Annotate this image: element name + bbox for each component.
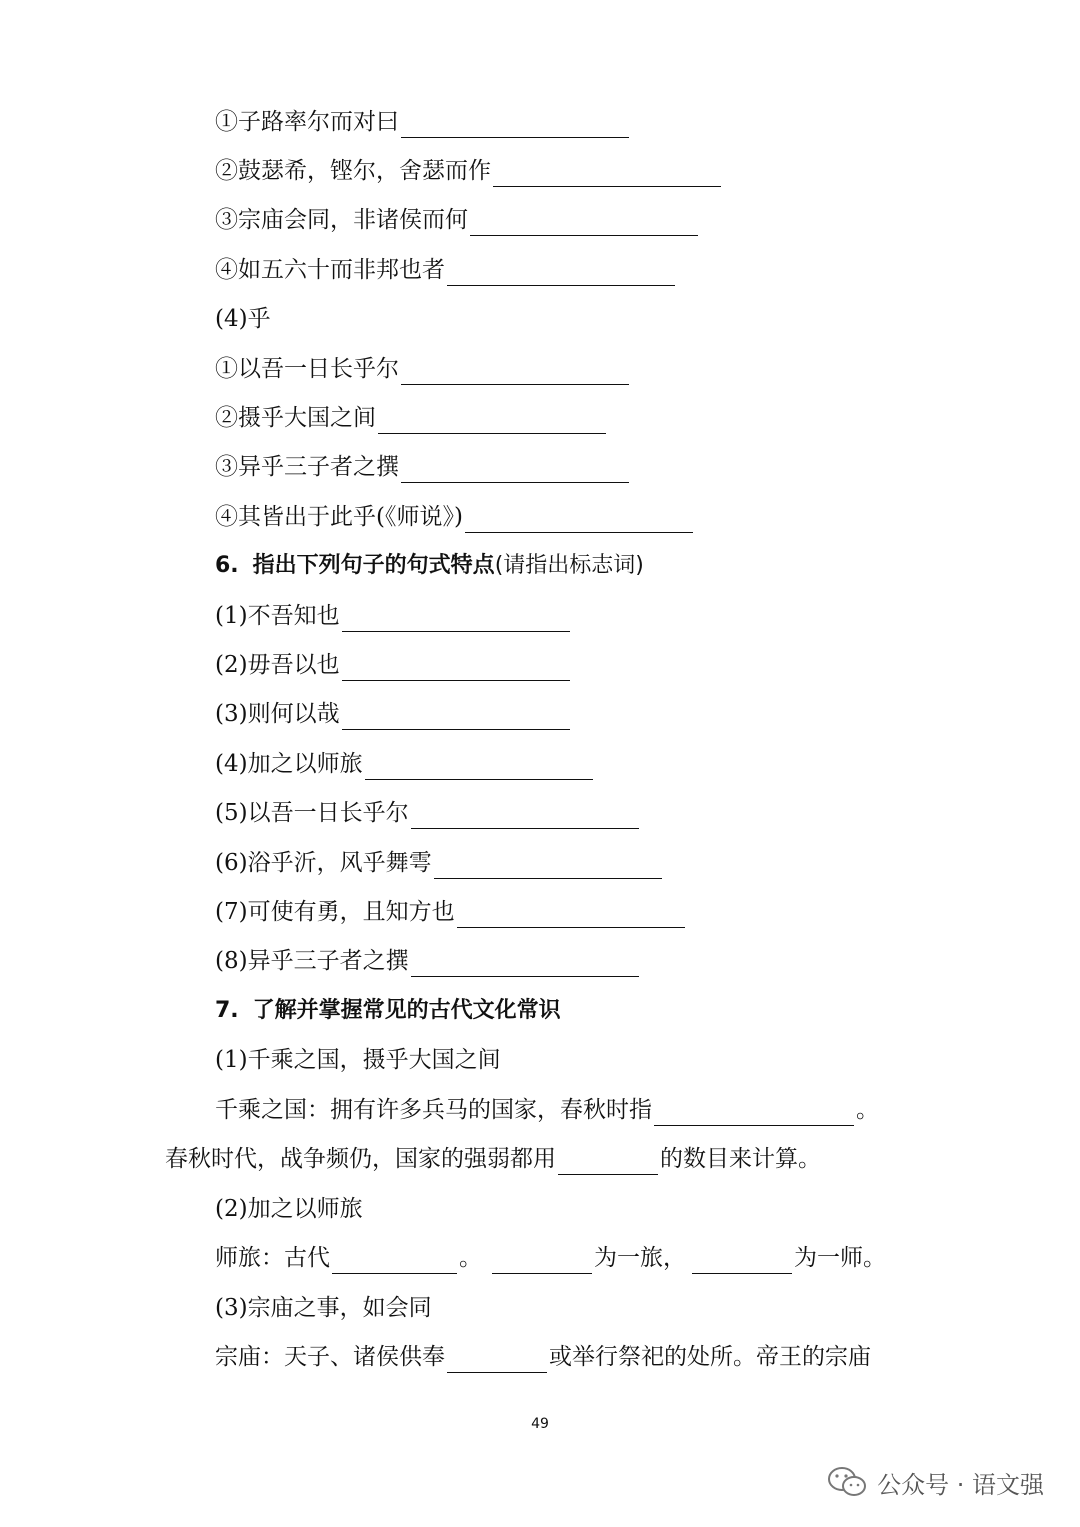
answer-blank[interactable] — [465, 502, 693, 533]
answer-blank[interactable] — [692, 1243, 792, 1274]
explanation-text: 宗庙：天子、诸侯供奉 — [215, 1344, 445, 1370]
answer-blank[interactable] — [558, 1144, 658, 1175]
answer-blank[interactable] — [401, 452, 629, 483]
sentence-3 — [215, 694, 572, 734]
culture-item-1-explanation-cont — [165, 1139, 821, 1179]
subsection-label: (4)乎 — [215, 306, 271, 332]
sentence-8 — [215, 941, 641, 981]
item-3-1 — [215, 102, 631, 142]
answer-blank[interactable] — [492, 1243, 592, 1274]
sentence-6 — [215, 843, 664, 883]
item-4-2 — [215, 398, 608, 438]
explanation-text: 师旅：古代 — [215, 1245, 330, 1271]
explanation-text: 春秋时代，战争频仍，国家的强弱都用 — [165, 1146, 556, 1172]
item-text: (6)浴乎沂，风乎舞雩 — [215, 850, 432, 876]
answer-blank[interactable] — [447, 1342, 547, 1373]
answer-blank[interactable] — [411, 798, 639, 829]
question-6-heading — [215, 546, 644, 586]
item-3-2 — [215, 151, 723, 191]
answer-blank[interactable] — [342, 650, 570, 681]
sentence-4 — [215, 744, 595, 784]
answer-blank[interactable] — [493, 156, 721, 187]
item-text: (7)可使有勇，且知方也 — [215, 899, 455, 925]
item-text: (1)不吾知也 — [215, 603, 340, 629]
answer-blank[interactable] — [457, 897, 685, 928]
item-text: (5)以吾一日长乎尔 — [215, 800, 409, 826]
item-text: (3)宗庙之事，如会同 — [215, 1295, 432, 1321]
answer-blank[interactable] — [378, 403, 606, 434]
explanation-text: 为一旅， — [594, 1245, 686, 1271]
page-number: 49 — [531, 1416, 549, 1432]
item-text: (2)加之以师旅 — [215, 1196, 363, 1222]
item-text: (2)毋吾以也 — [215, 652, 340, 678]
answer-blank[interactable] — [434, 848, 662, 879]
item-text: ①子路率尔而对曰 — [215, 109, 399, 135]
explanation-text: 为一师。 — [794, 1245, 886, 1271]
item-text: ②摄乎大国之间 — [215, 405, 376, 431]
watermark — [827, 1462, 1044, 1502]
question-note: (请指出标志词) — [494, 553, 644, 578]
wechat-icon — [827, 1466, 867, 1498]
item-text: (4)加之以师旅 — [215, 751, 363, 777]
item-text: ③宗庙会同，非诸侯而何 — [215, 207, 468, 233]
answer-blank[interactable] — [332, 1243, 457, 1274]
sentence-5 — [215, 793, 641, 833]
culture-item-2-explanation — [215, 1238, 886, 1278]
answer-blank[interactable] — [470, 205, 698, 236]
culture-item-2 — [215, 1189, 363, 1229]
culture-item-1-explanation — [215, 1090, 879, 1130]
explanation-text: 。 — [856, 1097, 879, 1123]
answer-blank[interactable] — [342, 601, 570, 632]
item-4-4 — [215, 497, 695, 537]
sentence-7 — [215, 892, 687, 932]
item-text: (1)千乘之国，摄乎大国之间 — [215, 1047, 501, 1073]
item-3-4 — [215, 250, 677, 290]
item-text: ④其皆出于此乎(《师说》) — [215, 504, 463, 530]
question-number: 6. — [215, 553, 239, 578]
question-number: 7. — [215, 998, 239, 1023]
question-7-heading — [215, 991, 561, 1031]
explanation-text: 或举行祭祀的处所。帝王的宗庙 — [549, 1344, 871, 1370]
subsection-4-heading — [215, 299, 271, 339]
answer-blank[interactable] — [654, 1095, 854, 1126]
item-text: (3)则何以哉 — [215, 701, 340, 727]
sentence-2 — [215, 645, 572, 685]
answer-blank[interactable] — [411, 946, 639, 977]
question-title: 指出下列句子的句式特点 — [252, 553, 495, 578]
item-text: ④如五六十而非邦也者 — [215, 257, 445, 283]
answer-blank[interactable] — [447, 255, 675, 286]
item-text: (8)异乎三子者之撰 — [215, 948, 409, 974]
culture-item-3-explanation — [215, 1337, 871, 1377]
explanation-text: 千乘之国：拥有许多兵马的国家，春秋时指 — [215, 1097, 652, 1123]
explanation-text: 的数目来计算。 — [660, 1146, 821, 1172]
item-4-3 — [215, 447, 631, 487]
item-text: ①以吾一日长乎尔 — [215, 356, 399, 382]
item-text: ②鼓瑟希，铿尔，舍瑟而作 — [215, 158, 491, 184]
item-4-1 — [215, 349, 631, 389]
sentence-1 — [215, 596, 572, 636]
answer-blank[interactable] — [401, 354, 629, 385]
explanation-text: 。 — [459, 1245, 482, 1271]
answer-blank[interactable] — [365, 749, 593, 780]
answer-blank[interactable] — [401, 107, 629, 138]
culture-item-3 — [215, 1288, 432, 1328]
item-3-3 — [215, 200, 700, 240]
culture-item-1 — [215, 1040, 501, 1080]
question-title: 了解并掌握常见的古代文化常识 — [252, 998, 561, 1023]
watermark-text: 公众号 · 语文强 — [877, 1470, 1044, 1499]
answer-blank[interactable] — [342, 699, 570, 730]
item-text: ③异乎三子者之撰 — [215, 454, 399, 480]
